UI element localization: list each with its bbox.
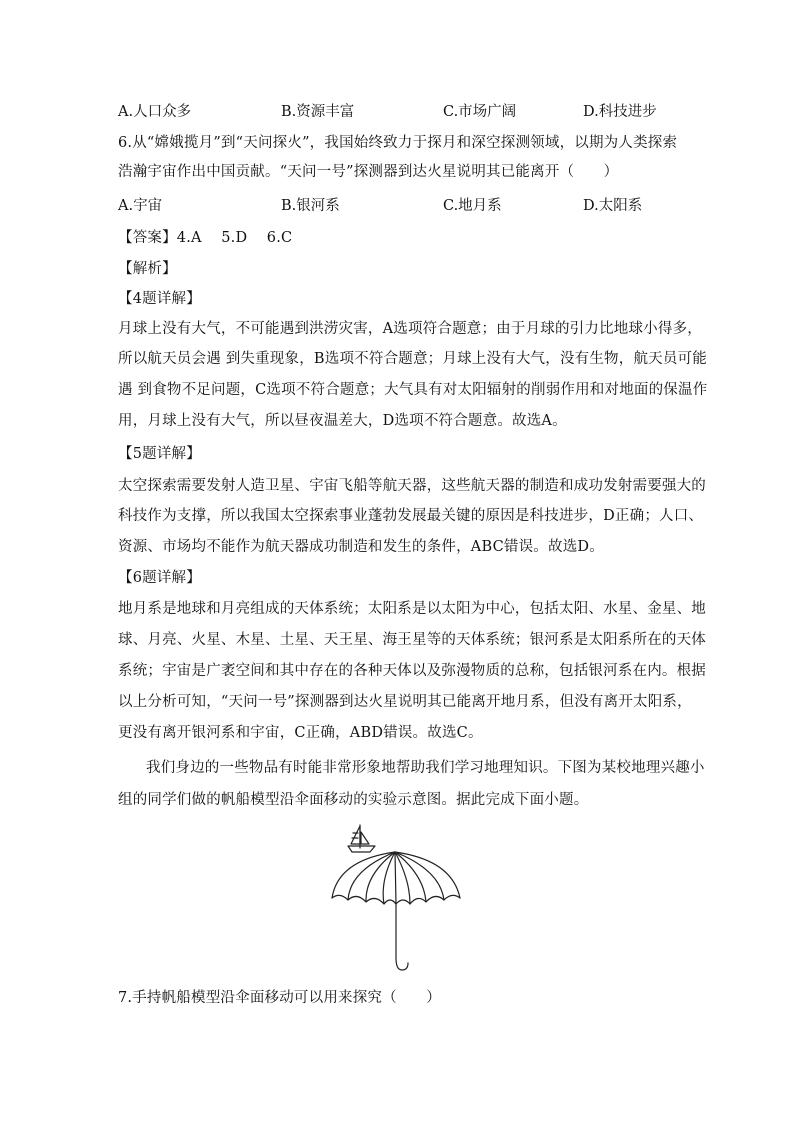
detail-5-heading: 【5题详解】 (118, 446, 201, 462)
detail-6-line: 地月系是地球和月亮组成的天体系统；太阳系是以太阳为中心，包括太阳、水星、金星、地 (118, 601, 706, 617)
q6-option-d: D.太阳系 (583, 198, 643, 214)
detail-5-line: 科技作为支撑，所以我国太空探索事业蓬勃发展最关键的原因是科技进步，D正确；人口、 (118, 508, 704, 524)
sailboat-model-icon (348, 825, 375, 852)
detail-5-line: 资源、市场均不能作为航天器成功制造和发生的条件，ABC错误。故选D。 (118, 539, 604, 555)
detail-6-heading: 【6题详解】 (118, 570, 201, 586)
detail-6-line: 系统；宇宙是广袤空间和其中存在的各种天体以及弥漫物质的总称，包括银河系在内。根据 (118, 663, 706, 679)
umbrella-illustration (320, 820, 470, 975)
q5-option-b: B.资源丰富 (281, 104, 355, 120)
q5-option-c: C.市场广阔 (443, 104, 517, 120)
detail-4-line: 所以航天员会遇 到失重现象，B选项不符合题意；月球上没有大气，没有生物，航天员可能 (118, 351, 707, 367)
q6-option-c: C.地月系 (443, 198, 502, 214)
intro-line2: 组的同学们做的帆船模型沿伞面移动的实验示意图。据此完成下面小题。 (118, 792, 589, 808)
q6-option-b: B.银河系 (281, 198, 340, 214)
intro-line1: 我们身边的一些物品有时能非常形象地帮助我们学习地理知识。下图为某校地理兴趣小 (146, 760, 705, 776)
q7-stem: 7.手持帆船模型沿伞面移动可以用来探究（ ） (118, 990, 441, 1006)
q5-option-d: D.科技进步 (583, 104, 657, 120)
detail-4-line: 月球上没有大气，不可能遇到洪涝灾害，A选项符合题意；由于月球的引力比地球小得多， (118, 321, 702, 337)
q6-stem-line1: 6.从“嫦娥揽月”到“天问探火”，我国始终致力于探月和深空探测领域，以期为人类探索 (118, 135, 678, 151)
q5-option-a: A.人口众多 (118, 104, 192, 120)
q6-stem-line2: 浩瀚宇宙作出中国贡献。“天问一号”探测器到达火星说明其已能离开（ ） (118, 164, 619, 180)
detail-5-line: 太空探索需要发射人造卫星、宇宙飞船等航天器，这些航天器的制造和成功发射需要强大的 (118, 478, 706, 494)
analysis-heading: 【解析】 (118, 261, 177, 277)
answer-line: 【答案】4.A 5.D 6.C (118, 230, 293, 246)
detail-6-line: 更没有离开银河系和宇宙，C正确，ABD错误。故选C。 (118, 725, 483, 741)
umbrella-sailboat-figure (320, 820, 470, 975)
detail-4-line: 遇 到食物不足问题，C选项不符合题意；大气具有对太阳辐射的削弱作用和对地面的保温作 (118, 382, 708, 398)
detail-4-line: 用，月球上没有大气，所以昼夜温差大，D选项不符合题意。故选A。 (118, 413, 567, 429)
detail-6-line: 以上分析可知，“天问一号”探测器到达火星说明其已能离开地月系，但没有离开太阳系， (118, 694, 692, 710)
detail-4-heading: 【4题详解】 (118, 291, 201, 307)
q6-option-a: A.宇宙 (118, 198, 163, 214)
umbrella-canopy (332, 852, 460, 904)
detail-6-line: 球、月亮、火星、木星、土星、天王星、海王星等的天体系统；银河系是太阳系所在的天体 (118, 632, 706, 648)
umbrella-handle (396, 904, 408, 970)
